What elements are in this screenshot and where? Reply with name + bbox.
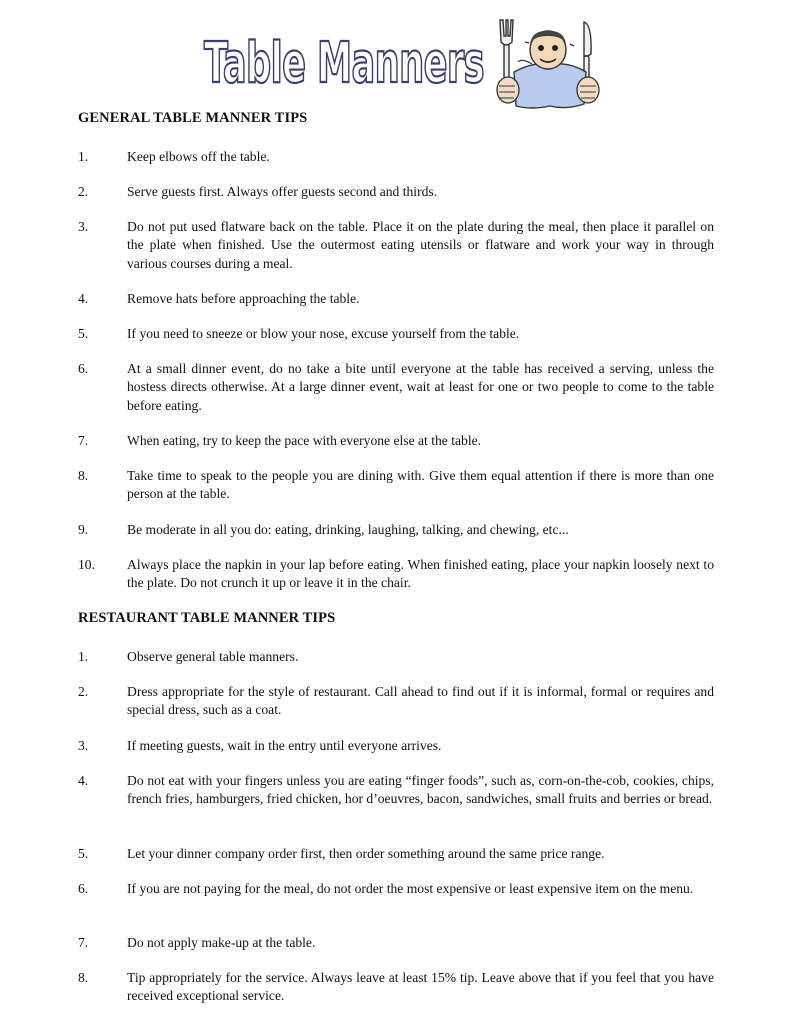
- item-text: When eating, try to keep the pace with everyone else at the table.: [127, 433, 482, 448]
- list-item: [78, 290, 714, 308]
- item-number: 2.: [78, 184, 89, 199]
- list-item: [78, 934, 714, 952]
- list-item: [78, 183, 714, 201]
- item-number: 3.: [78, 219, 89, 234]
- item-text: Take time to speak to the people you are dining with. Give them equal attention if there is more than one person at the table.: [127, 468, 714, 502]
- item-text: Do not eat with your fingers unless you are eating “finger foods”, such as, corn-on-the-cob, cookies, chips, french fries, hamburgers, fried chicken, hor d’oeuvres, bacon, sandwiches, small fruits and berries or bread.: [127, 773, 714, 807]
- item-number: 8.: [78, 970, 89, 985]
- item-number: 6.: [78, 361, 89, 376]
- item-text: Let your dinner company order first, then order something around the same price range.: [127, 846, 605, 861]
- item-number: 8.: [78, 468, 89, 483]
- item-text: Dress appropriate for the style of restaurant. Call ahead to find out if it is informal, formal or requires and special dress, such as a coat.: [127, 684, 714, 718]
- list-item: [78, 648, 714, 666]
- item-text: Do not apply make-up at the table.: [127, 935, 316, 950]
- list-item: [78, 845, 714, 863]
- chef-with-fork-and-knife-icon: [492, 14, 607, 114]
- page-title: Table Manners: [204, 31, 484, 96]
- item-text: If you are not paying for the meal, do not order the most expensive or least expensive item on the menu.: [127, 881, 694, 896]
- list-item: [78, 772, 714, 809]
- item-text: If you need to sneeze or blow your nose, excuse yourself from the table.: [127, 326, 520, 341]
- item-number: 9.: [78, 522, 89, 537]
- list-item: [78, 556, 714, 593]
- item-text: Keep elbows off the table.: [127, 149, 270, 164]
- item-text: Remove hats before approaching the table.: [127, 291, 360, 306]
- list-item: [78, 683, 714, 720]
- item-number: 4.: [78, 773, 89, 788]
- list-item: [78, 148, 714, 166]
- list-item: [78, 467, 714, 504]
- item-number: 1.: [78, 149, 89, 164]
- list-item: [78, 880, 714, 898]
- list-item: [78, 325, 714, 343]
- item-number: 7.: [78, 935, 89, 950]
- list-item: [78, 521, 714, 539]
- item-number: 4.: [78, 291, 89, 306]
- item-number: 5.: [78, 326, 89, 341]
- section-heading-restaurant: RESTAURANT TABLE MANNER TIPS: [78, 610, 336, 626]
- title-banner: [200, 20, 490, 100]
- section-heading-general: GENERAL TABLE MANNER TIPS: [78, 110, 308, 126]
- item-number: 2.: [78, 684, 89, 699]
- list-item: [78, 360, 714, 415]
- list-item: [78, 969, 714, 1006]
- list-item: [78, 737, 714, 755]
- page-header: [200, 14, 610, 114]
- list-item: [78, 218, 714, 273]
- item-number: 5.: [78, 846, 89, 861]
- item-text: At a small dinner event, do no take a bite until everyone at the table has received a serving, unless the hostess directs otherwise. At a large dinner event, wait at least for one or two people to come to the table before eating.: [127, 361, 714, 413]
- item-text: Observe general table manners.: [127, 649, 299, 664]
- item-text: Do not put used flatware back on the table. Place it on the plate during the meal, then place it parallel on the plate when finished. Use the outermost eating utensils or flatware and work your way in through various courses during a meal.: [127, 219, 714, 271]
- item-text: Serve guests first. Always offer guests second and thirds.: [127, 184, 438, 199]
- item-number: 1.: [78, 649, 89, 664]
- list-item: [78, 432, 714, 450]
- item-number: 10.: [78, 557, 95, 572]
- item-number: 6.: [78, 881, 89, 896]
- item-number: 7.: [78, 433, 89, 448]
- item-text: Be moderate in all you do: eating, drinking, laughing, talking, and chewing, etc...: [127, 522, 569, 537]
- item-text: If meeting guests, wait in the entry until everyone arrives.: [127, 738, 442, 753]
- item-number: 3.: [78, 738, 89, 753]
- item-text: Always place the napkin in your lap before eating. When finished eating, place your napkin loosely next to the plate. Do not crunch it up or leave it in the chair.: [127, 557, 714, 591]
- item-text: Tip appropriately for the service. Always leave at least 15% tip. Leave above that if you feel that you have received exceptional service.: [127, 970, 714, 1004]
